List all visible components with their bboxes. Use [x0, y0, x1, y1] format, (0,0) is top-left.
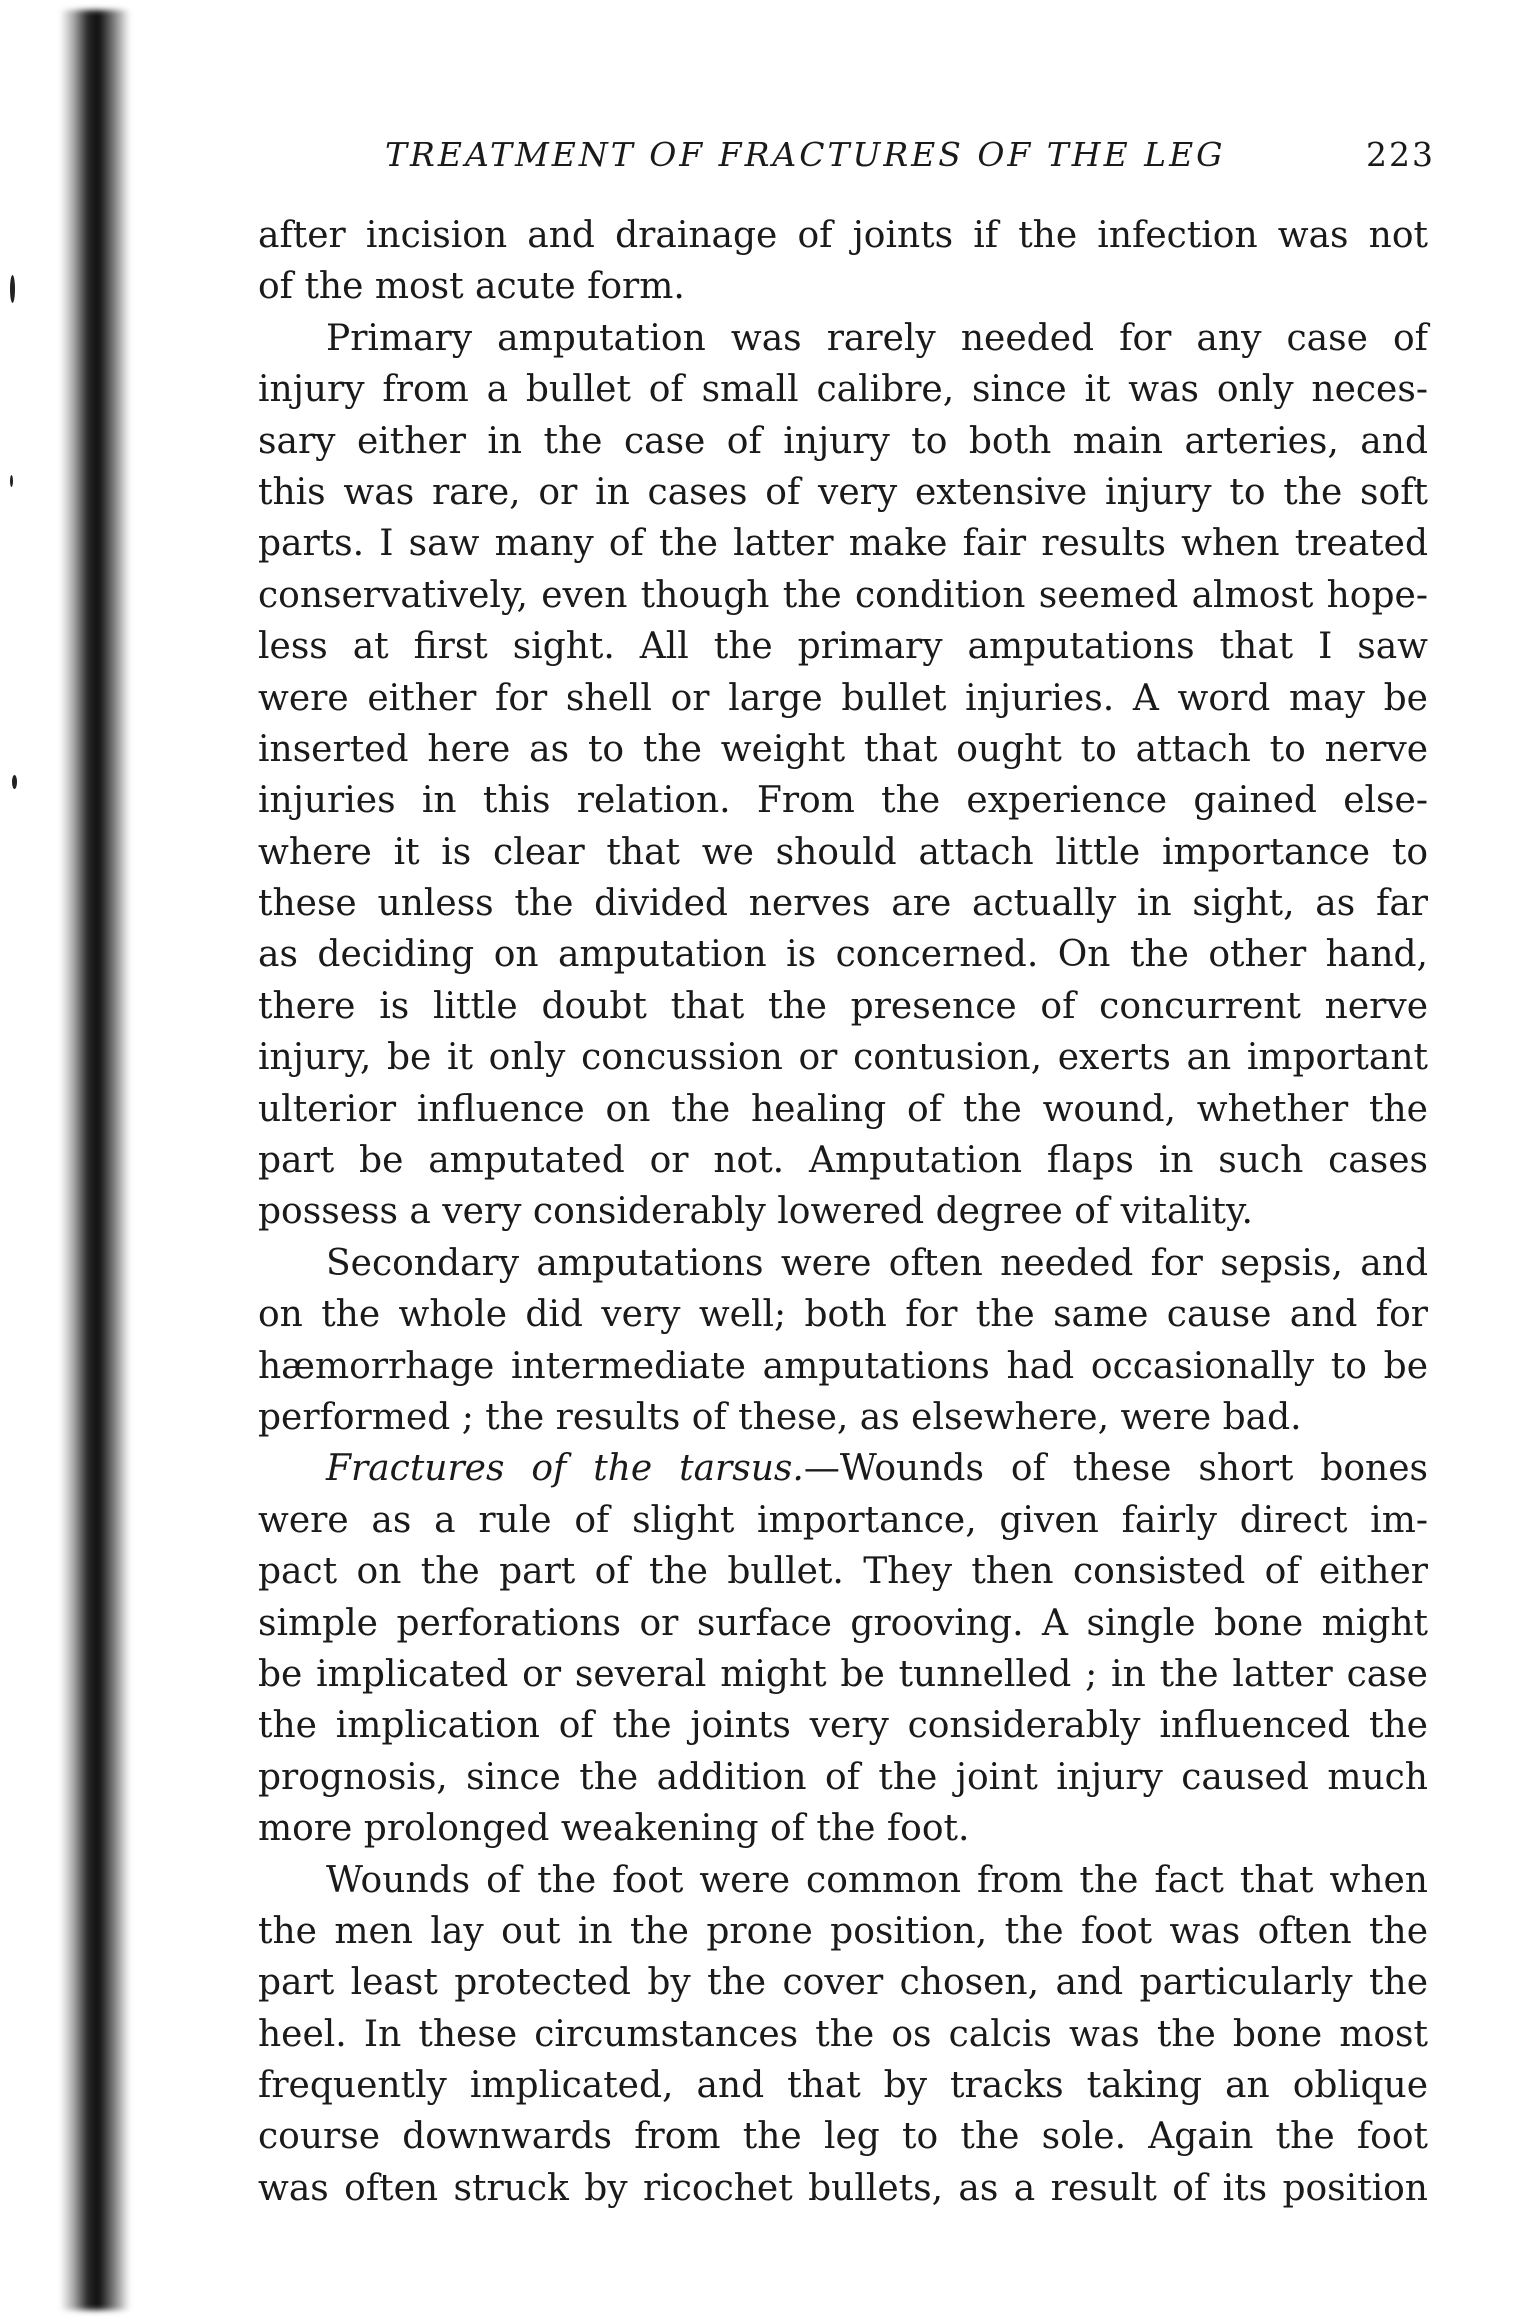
line-text: as deciding on amputation is concerned. On the other hand,	[258, 934, 1428, 976]
text-line	[258, 467, 1428, 518]
text-line	[258, 878, 1428, 929]
line-text: parts. I saw many of the latter make fair results when treated	[258, 523, 1428, 565]
line-text: this was rare, or in cases of very extensive injury to the soft	[258, 471, 1428, 513]
line-text: injury from a bullet of small calibre, since it was only neces-	[258, 369, 1428, 411]
section-heading: Fractures of the tarsus.	[326, 1448, 804, 1490]
line-text: these unless the divided nerves are actually in sight, as far	[258, 883, 1428, 925]
line-text: conservatively, even though the condition seemed almost hope-	[258, 574, 1428, 616]
text-line	[258, 1289, 1428, 1340]
text-line	[258, 570, 1428, 621]
line-text: where it is clear that we should attach little importance to	[258, 831, 1428, 873]
text-line	[258, 2009, 1428, 2060]
line-text: pact on the part of the bullet. They then consisted of either	[258, 1551, 1428, 1593]
line-text: —Wounds of these short bones	[803, 1448, 1428, 1490]
line-text: course downwards from the leg to the sole. Again the foot	[258, 2116, 1428, 2158]
line-text: after incision and drainage of joints if the infection was not	[258, 215, 1428, 256]
text-line	[258, 1032, 1428, 1083]
text-line	[258, 1957, 1428, 2008]
line-text: there is little doubt that the presence of concurrent nerve	[258, 985, 1428, 1027]
text-line	[258, 1495, 1428, 1546]
line-text: on the whole did very well; both for the same cause and for	[258, 1294, 1428, 1336]
line-text: Primary amputation was rarely needed for any case of	[326, 317, 1428, 359]
text-line	[258, 2163, 1428, 2214]
text-line	[258, 827, 1428, 878]
text-line	[258, 1803, 1428, 1854]
text-line	[258, 1649, 1428, 1700]
line-text: was often struck by ricochet bullets, as a result of its position	[258, 2167, 1428, 2209]
text-line	[258, 981, 1428, 1032]
scan-speck	[10, 475, 13, 487]
text-line	[258, 1855, 1428, 1906]
text-line	[258, 416, 1428, 467]
line-text: heel. In these circumstances the os calcis was the bone most	[258, 2013, 1428, 2055]
text-line	[258, 1906, 1428, 1957]
text-line	[258, 1084, 1428, 1135]
scan-speck	[10, 275, 15, 303]
line-text: possess a very considerably lowered degree of vitality.	[258, 1191, 1253, 1233]
line-text: hæmorrhage intermediate amputations had occasionally to be	[258, 1345, 1428, 1387]
line-text: performed ; the results of these, as elsewhere, were bad.	[258, 1396, 1302, 1438]
line-text: be implicated or several might be tunnelled ; in the latter case	[258, 1653, 1428, 1695]
page-header	[385, 135, 1435, 185]
line-text: of the most acute form.	[258, 266, 685, 308]
text-line	[258, 724, 1428, 775]
scan-speck	[12, 775, 17, 789]
line-text: part least protected by the cover chosen, and particularly the	[258, 1962, 1428, 2004]
text-line	[258, 1186, 1428, 1237]
text-line	[258, 210, 1428, 261]
line-text: Wounds of the foot were common from the fact that when	[326, 1859, 1428, 1901]
text-line	[258, 1392, 1428, 1443]
running-title: TREATMENT OF FRACTURES OF THE LEG	[385, 135, 1226, 174]
line-text: were as a rule of slight importance, given fairly direct im-	[258, 1499, 1428, 1541]
line-text: Secondary amputations were often needed for sepsis, and	[326, 1242, 1428, 1284]
text-line	[258, 2111, 1428, 2162]
text-line	[258, 775, 1428, 826]
line-text: inserted here as to the weight that ought to attach to nerve	[258, 728, 1428, 770]
text-line	[258, 1443, 1428, 1494]
text-line	[258, 1238, 1428, 1289]
text-line	[258, 364, 1428, 415]
text-line	[258, 1546, 1428, 1597]
line-text: part be amputated or not. Amputation flaps in such cases	[258, 1140, 1428, 1182]
line-text: injury, be it only concussion or contusion, exerts an important	[258, 1037, 1428, 1079]
text-line	[258, 673, 1428, 724]
text-line	[258, 1700, 1428, 1751]
text-line	[258, 1135, 1428, 1186]
text-line	[258, 2060, 1428, 2111]
line-text: simple perforations or surface grooving. A single bone might	[258, 1602, 1428, 1644]
text-line	[258, 929, 1428, 980]
line-text: ulterior influence on the healing of the wound, whether the	[258, 1088, 1428, 1130]
body-text	[258, 210, 1428, 2214]
text-line	[258, 1598, 1428, 1649]
text-line	[258, 518, 1428, 569]
line-text: the men lay out in the prone position, the foot was often the	[258, 1910, 1428, 1952]
text-line	[258, 1341, 1428, 1392]
line-text: were either for shell or large bullet injuries. A word may be	[258, 677, 1428, 719]
line-text: less at first sight. All the primary amputations that I saw	[258, 626, 1428, 668]
text-line	[258, 1752, 1428, 1803]
scan-gutter-shadow	[60, 10, 130, 2310]
page-number: 223	[1366, 135, 1435, 174]
line-text: prognosis, since the addition of the joint injury caused much	[258, 1756, 1428, 1798]
text-line	[258, 261, 1428, 312]
text-line	[258, 313, 1428, 364]
line-text: injuries in this relation. From the experience gained else-	[258, 780, 1428, 822]
line-text: more prolonged weakening of the foot.	[258, 1808, 970, 1850]
text-line	[258, 621, 1428, 672]
line-text: sary either in the case of injury to both main arteries, and	[258, 420, 1428, 462]
line-text: frequently implicated, and that by tracks taking an oblique	[258, 2065, 1428, 2107]
line-text: the implication of the joints very considerably influenced the	[258, 1705, 1428, 1747]
